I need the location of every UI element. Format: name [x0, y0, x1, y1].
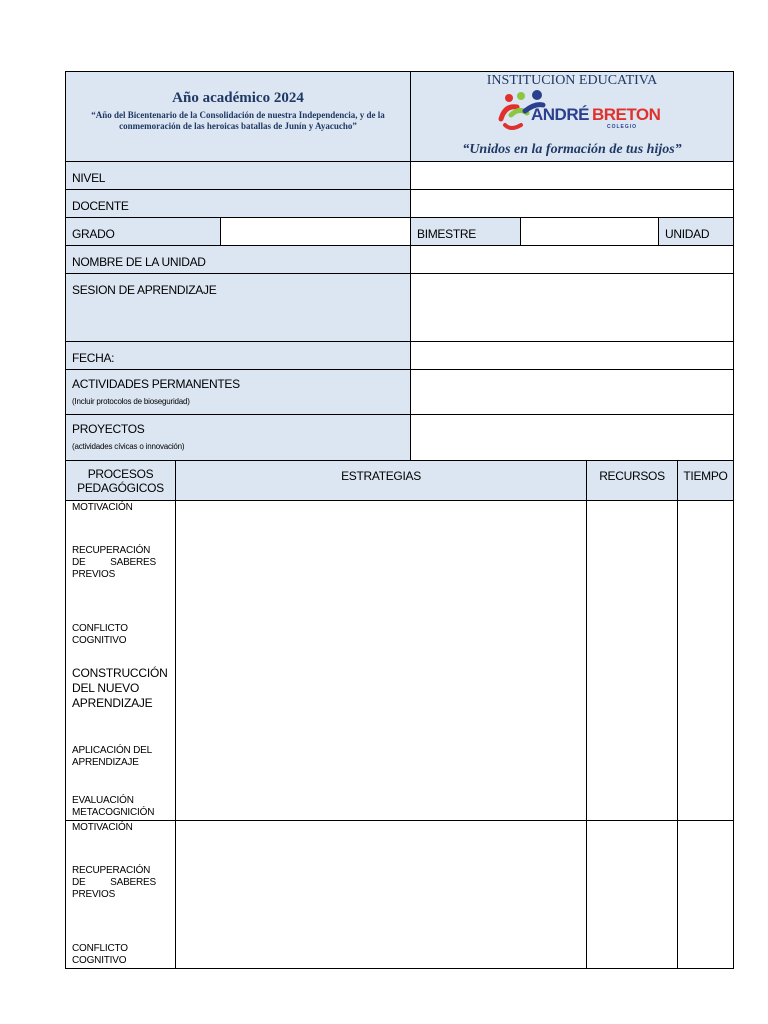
- docente-label: DOCENTE: [66, 190, 411, 218]
- motivacion-label-2: MOTIVACIÓN: [72, 822, 133, 833]
- recuperacion-label-2: RECUPERACIÓN DE SABERES PREVIOS: [72, 865, 156, 900]
- unidad-label: UNIDAD: [659, 218, 734, 246]
- aplicacion-label: APLICACIÓN DEL APRENDIZAJE: [72, 745, 152, 768]
- strategies-table: [65, 460, 734, 969]
- andre-breton-logo: [497, 89, 661, 137]
- tiempo-field-1[interactable]: [678, 501, 734, 821]
- conflicto-label: CONFLICTO COGNITIVO: [72, 623, 128, 646]
- logo-name-andre: ANDRÉ: [531, 105, 589, 124]
- procesos-header: PROCESOS PEDAGÓGICOS: [66, 461, 176, 501]
- actividades-title: ACTIVIDADES PERMANENTES: [72, 377, 240, 391]
- docente-field[interactable]: [411, 190, 734, 218]
- header-table: [65, 71, 734, 461]
- estrategias-field-1[interactable]: [176, 501, 587, 821]
- nivel-field[interactable]: [411, 162, 734, 190]
- nivel-label: NIVEL: [66, 162, 411, 190]
- year-motto: “Año del Bicentenario de la Consolidación de nuestra Independencia, y de la conmemoración de las heroicas batallas de Junín y Ayacucho”: [91, 110, 385, 131]
- logo-name-breton: BRETON: [591, 105, 661, 124]
- session-form: [65, 71, 733, 969]
- tiempo-header: TIEMPO: [678, 461, 734, 501]
- proyectos-title: PROYECTOS: [72, 422, 145, 436]
- recuperacion-label: RECUPERACIÓN DE SABERES PREVIOS: [72, 545, 156, 580]
- sesion-field[interactable]: [411, 274, 734, 342]
- actividades-label: [66, 370, 411, 415]
- nombre-unidad-field[interactable]: [411, 246, 734, 274]
- estrategias-header: ESTRATEGIAS: [176, 461, 587, 501]
- logo-sub: COLEGIO: [607, 124, 638, 130]
- construccion-label: CONSTRUCCIÓN DEL NUEVO APRENDIZAJE: [72, 666, 168, 710]
- process-list-1: [66, 501, 176, 821]
- conflicto-label-2: CONFLICTO COGNITIVO: [72, 943, 128, 966]
- bimestre-field[interactable]: [521, 218, 659, 246]
- tiempo-field-2[interactable]: [678, 821, 734, 969]
- grado-field[interactable]: [221, 218, 411, 246]
- nombre-unidad-label: NOMBRE DE LA UNIDAD: [66, 246, 411, 274]
- process-list-2: [66, 821, 176, 969]
- estrategias-field-2[interactable]: [176, 821, 587, 969]
- proyectos-label: [66, 415, 411, 461]
- proyectos-field[interactable]: [411, 415, 734, 461]
- institution-header-cell: [411, 72, 734, 162]
- actividades-note: (Incluir protocolos de bioseguridad): [72, 397, 190, 406]
- sesion-label: SESION DE APRENDIZAJE: [66, 274, 411, 342]
- bimestre-label: BIMESTRE: [411, 218, 521, 246]
- fecha-field[interactable]: [411, 342, 734, 370]
- academic-year: Año académico 2024: [172, 90, 304, 106]
- recursos-header: RECURSOS: [587, 461, 678, 501]
- evaluacion-label: EVALUACIÓN METACOGNICIÓN: [72, 795, 155, 818]
- grado-label: GRADO: [66, 218, 221, 246]
- recursos-field-1[interactable]: [587, 501, 678, 821]
- year-header-cell: [66, 72, 411, 162]
- proyectos-note: (actividades cívicas o innovación): [72, 442, 185, 451]
- recursos-field-2[interactable]: [587, 821, 678, 969]
- motivacion-label: MOTIVACIÓN: [72, 502, 133, 513]
- institution-title: INSTITUCION EDUCATIVA: [486, 73, 658, 88]
- fecha-label: FECHA:: [66, 342, 411, 370]
- actividades-field[interactable]: [411, 370, 734, 415]
- slogan: “Unidos en la formación de tus hijos”: [462, 142, 682, 157]
